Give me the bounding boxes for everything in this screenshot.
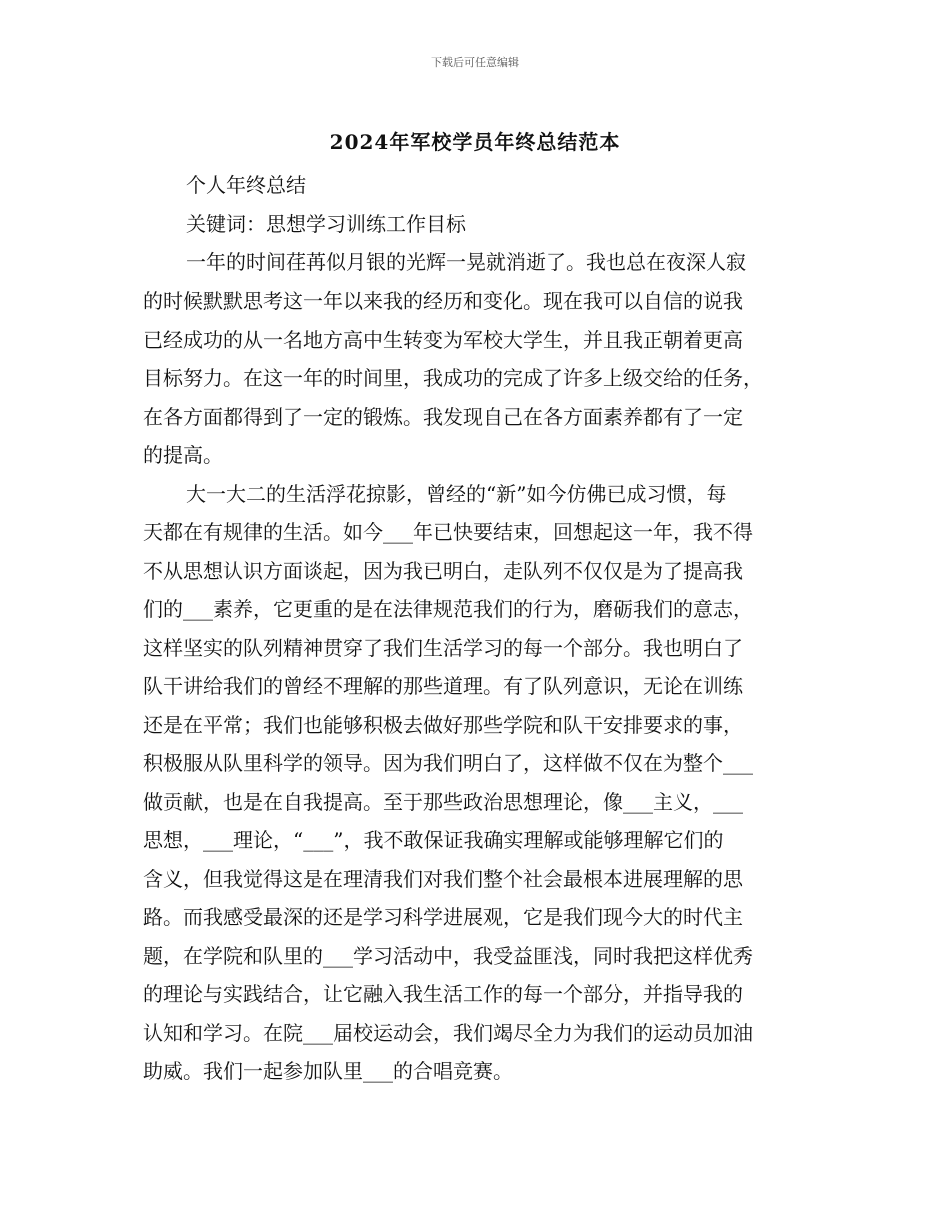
paragraph-2-line: 的理论与实践结合，让它融入我生活工作的每一个部分，并指导我的 xyxy=(143,982,743,1006)
paragraph-2-line: 天都在有规律的生活。如今___年已快要结束，回想起这一年，我不得 xyxy=(143,520,753,544)
paragraph-1-line: 在各方面都得到了一定的锻炼。我发现自己在各方面素养都有了一定 xyxy=(143,405,743,429)
paragraph-2-line: 们的___素养，它更重的是在法律规范我们的行为，磨砺我们的意志， xyxy=(143,597,753,621)
section-label: 个人年终总结 xyxy=(186,173,306,197)
paragraph-2-line: 含义，但我觉得这是在理清我们对我们整个社会最根本进展理解的思 xyxy=(143,867,743,891)
paragraph-1-line: 的提高。 xyxy=(143,443,223,467)
paragraph-2-line: 不从思想认识方面谈起，因为我已明白，走队列不仅仅是为了提高我 xyxy=(143,559,743,583)
paragraph-2-line: 认知和学习。在院___届校运动会，我们竭尽全力为我们的运动员加油 xyxy=(143,1021,753,1045)
paragraph-2-line: 这样坚实的队列精神贯穿了我们生活学习的每一个部分。我也明白了 xyxy=(143,636,743,660)
paragraph-1-line: 的时候默默思考这一年以来我的经历和变化。现在我可以自信的说我 xyxy=(143,289,743,313)
paragraph-1-line: 目标努力。在这一年的时间里，我成功的完成了许多上级交给的任务， xyxy=(143,366,763,390)
paragraph-2-line: 积极服从队里科学的领导。因为我们明白了，这样做不仅在为整个___ xyxy=(143,751,753,775)
keywords-line: 关键词：思想学习训练工作目标 xyxy=(186,212,466,236)
paragraph-2-line: 思想，___理论，“___”，我不敢保证我确实理解或能够理解它们的 xyxy=(143,828,724,852)
paragraph-2-line: 路。而我感受最深的还是学习科学进展观，它是我们现今大的时代主 xyxy=(143,905,743,929)
paragraph-2-line: 助威。我们一起参加队里___的合唱竞赛。 xyxy=(143,1059,513,1083)
paragraph-2-line: 大一大二的生活浮花掠影，曾经的“新”如今仿佛已成习惯，每 xyxy=(186,482,727,506)
document-title: 2024年军校学员年终总结范本 xyxy=(329,130,621,154)
paragraph-2-line: 做贡献，也是在自我提高。至于那些政治思想理论，像___主义，___ xyxy=(143,790,743,814)
paragraph-2-line: 队干讲给我们的曾经不理解的那些道理。有了队列意识，无论在训练 xyxy=(143,674,743,698)
paragraph-2-line: 题，在学院和队里的___学习活动中，我受益匪浅，同时我把这样优秀 xyxy=(143,944,753,968)
page-header-note: 下载后可任意编辑 xyxy=(431,56,519,69)
paragraph-1-line: 一年的时间荏苒似月银的光辉一晃就消逝了。我也总在夜深人寂 xyxy=(186,250,746,274)
paragraph-2-line: 还是在平常；我们也能够积极去做好那些学院和队干安排要求的事， xyxy=(143,713,743,737)
paragraph-1-line: 已经成功的从一名地方高中生转变为军校大学生，并且我正朝着更高 xyxy=(143,328,743,352)
